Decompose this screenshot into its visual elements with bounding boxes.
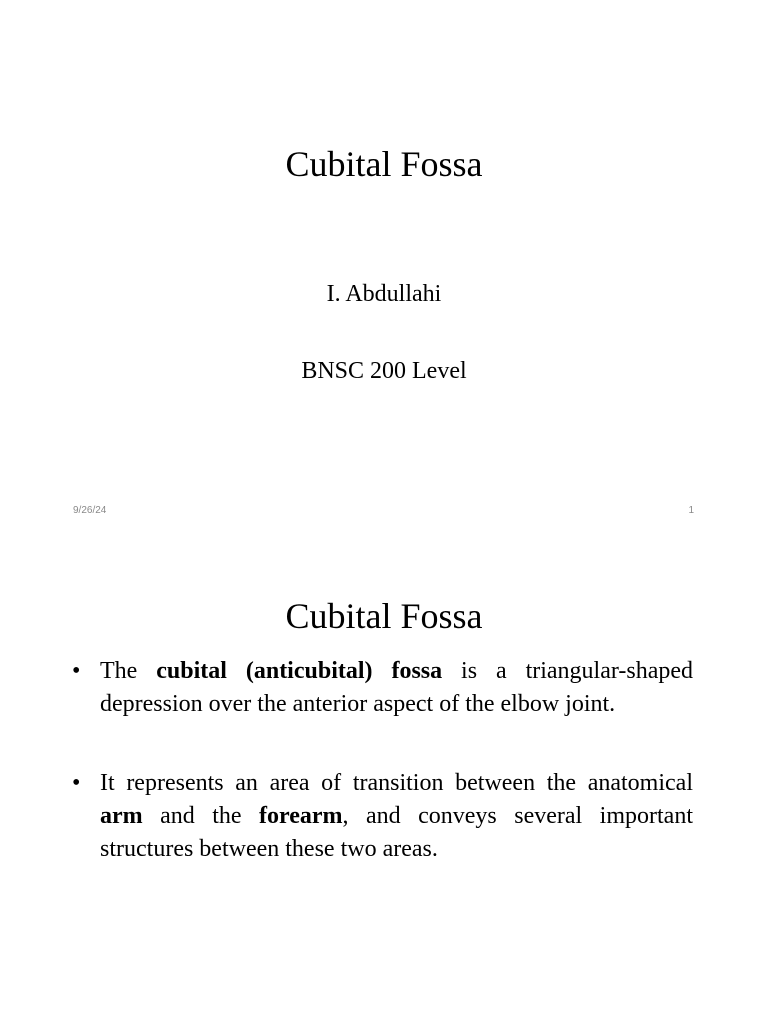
bullet-text: and the: [142, 803, 260, 829]
bold-term: forearm: [259, 803, 343, 829]
bullet-text: The: [100, 658, 157, 684]
author-name: I. Abdullahi: [326, 281, 442, 307]
footer-date: 9/26/24: [73, 505, 107, 516]
bold-term: arm: [100, 803, 143, 829]
bullet-icon: •: [72, 658, 81, 684]
bullet-text: , and conveys several important structures between these two areas.: [100, 803, 693, 862]
page-number: 1: [688, 505, 694, 516]
bullet-item: [72, 655, 693, 721]
bullet-icon: •: [72, 770, 81, 796]
slide-title: Cubital Fossa: [285, 144, 483, 184]
bold-term: cubital (anticubital) fossa: [156, 658, 443, 684]
course-level: BNSC 200 Level: [301, 358, 467, 384]
bullet-item: [72, 767, 693, 866]
content-slide: [0, 540, 768, 1024]
bullet-list: [72, 655, 693, 866]
bullet-text: It represents an area of transition between the anatomical: [100, 770, 693, 796]
bullet-text: is a triangular-shaped depression over the anterior aspect of the elbow joint.: [100, 658, 694, 717]
slide-title: Cubital Fossa: [285, 596, 483, 636]
